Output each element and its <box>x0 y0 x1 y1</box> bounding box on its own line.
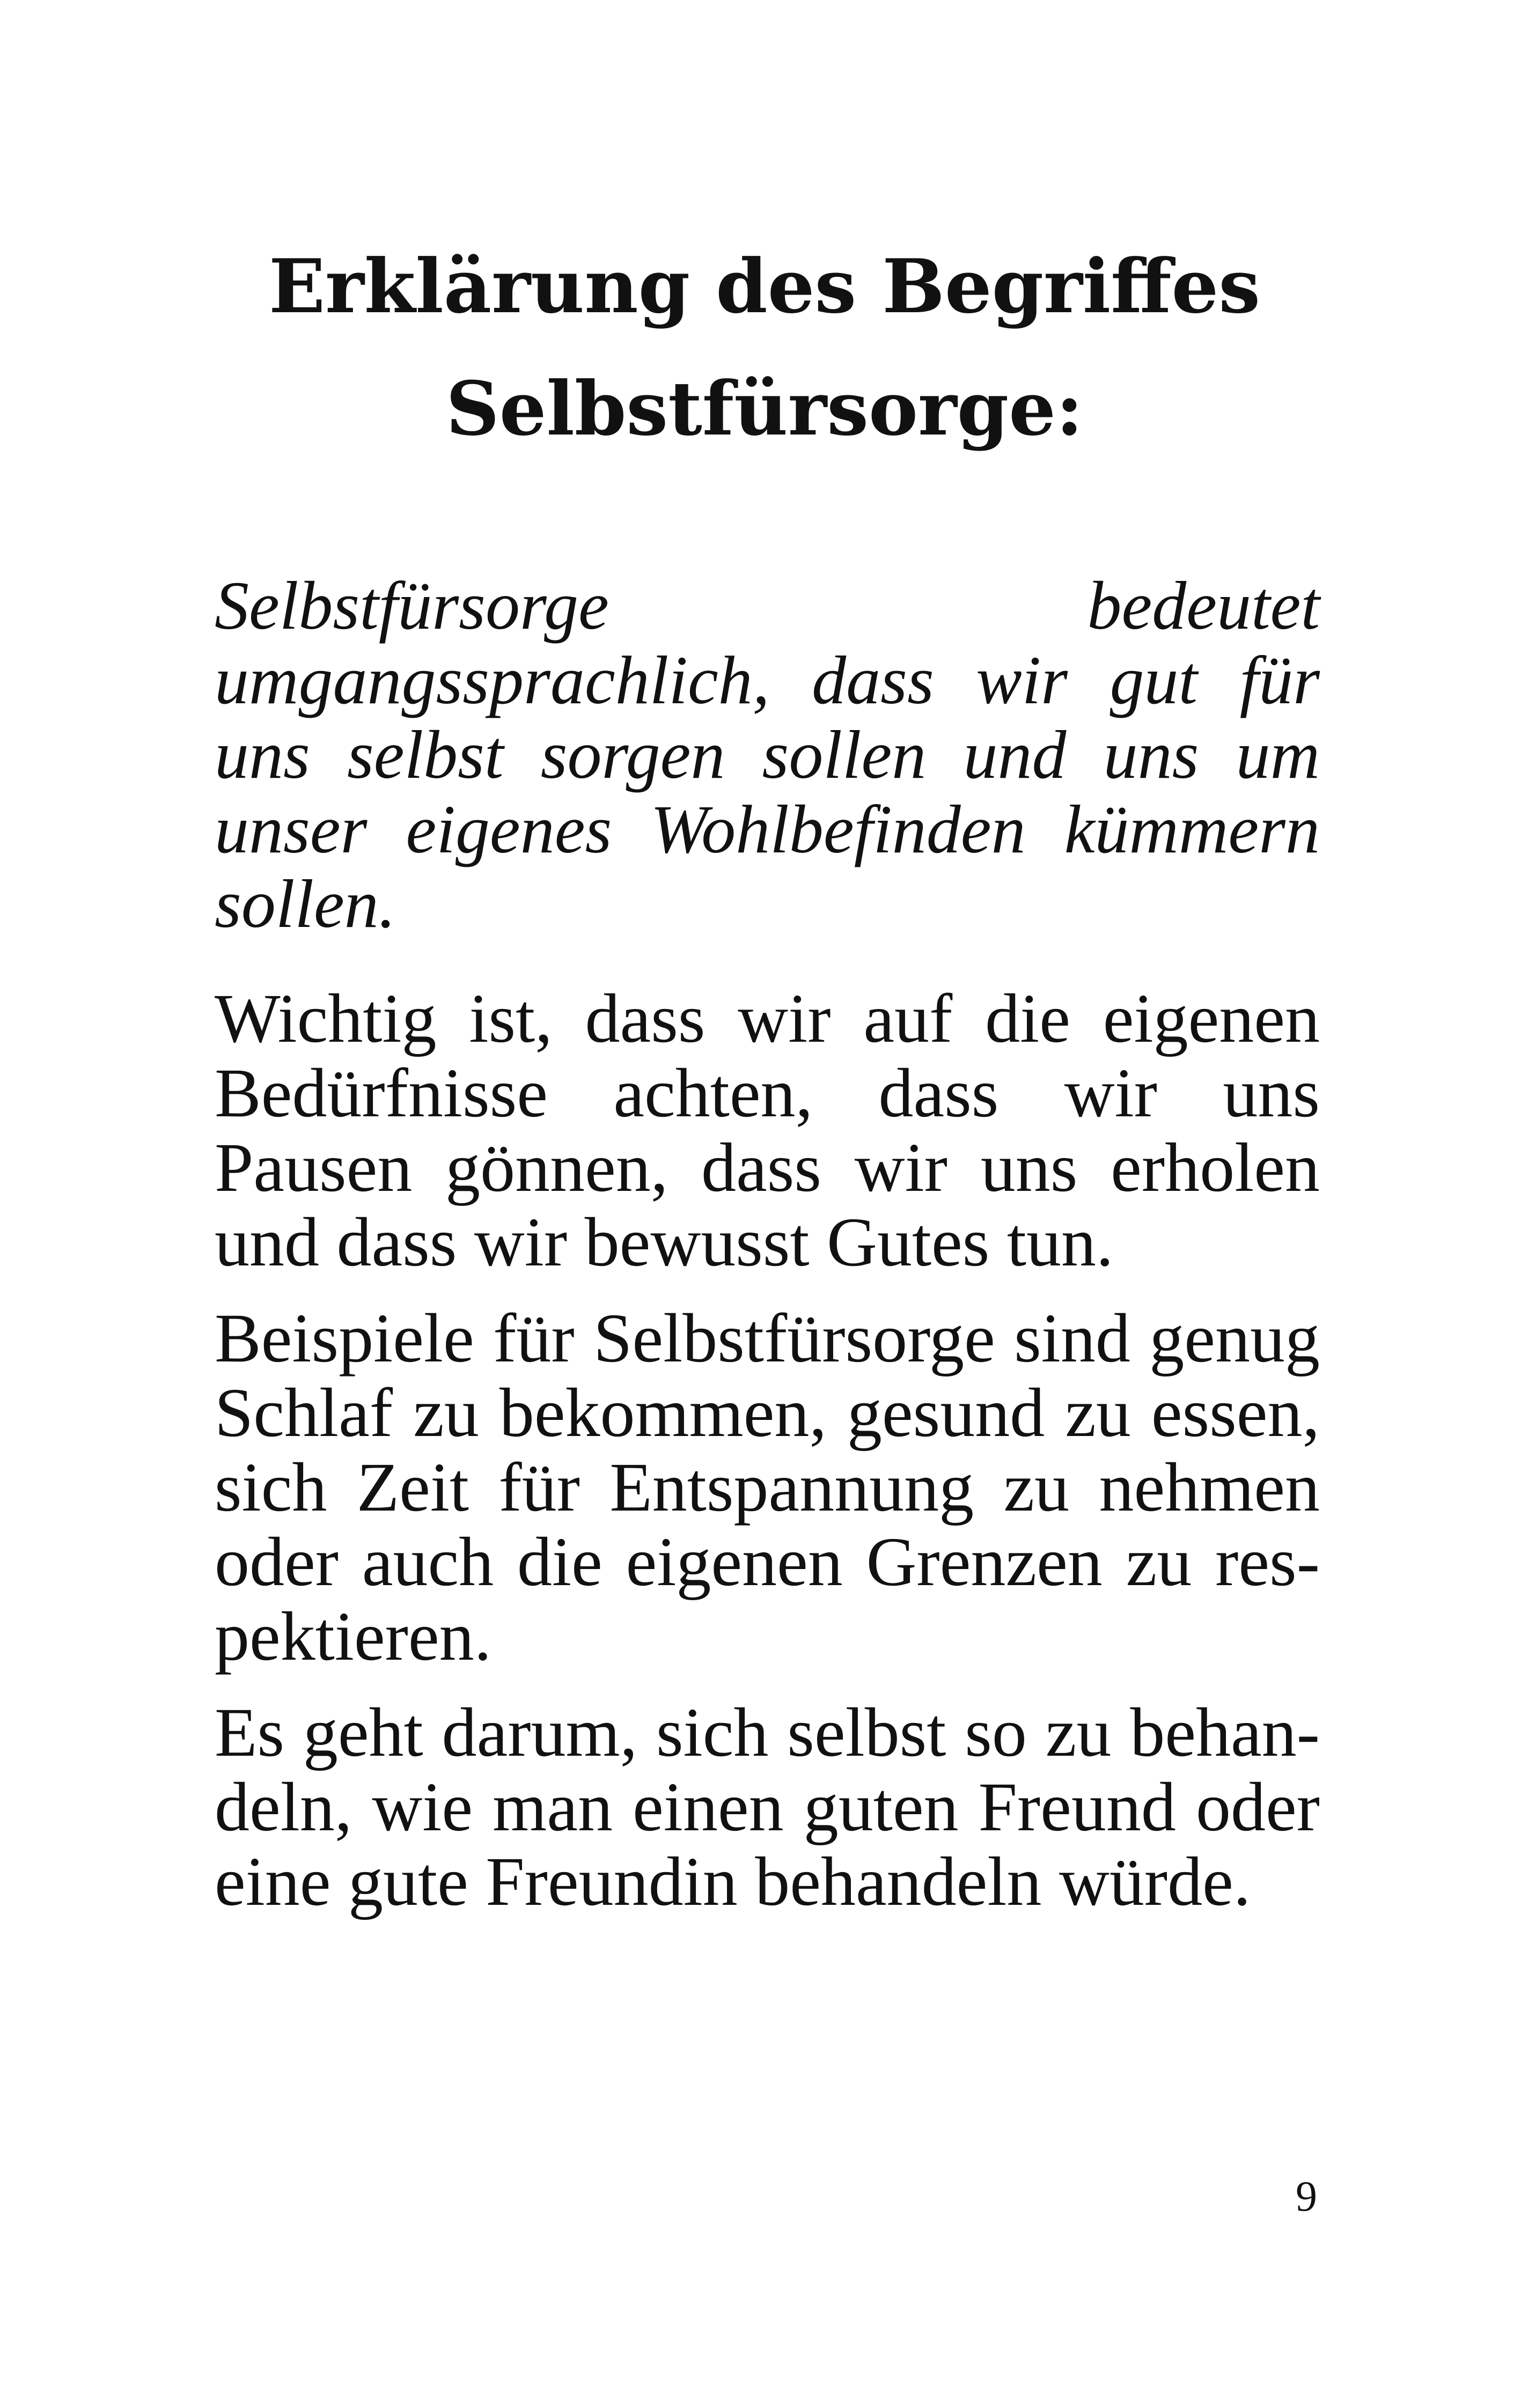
heading-line-1: Erklärung des Begriffes <box>268 242 1261 330</box>
heading-line-2: Selbstfürsorge: <box>446 365 1083 452</box>
definition-block <box>215 569 1320 941</box>
explanation-block <box>215 982 1320 1919</box>
paragraph-treat-yourself: Es geht darum, sich selbst so zu behandeln, wie man einen guten Freund oder eine gute Freundin behandeln würde. <box>215 1694 1320 1920</box>
chapter-heading <box>215 225 1314 470</box>
paragraph-importance: Wichtig ist, dass wir auf die eigenen Bedürfnisse achten, dass wir uns Pausen gönnen, dass wir uns erholen und dass wir bewusst Gutes tun. <box>215 980 1320 1281</box>
definition-paragraph: Selbstfürsorge bedeutet umgangssprachlich, dass wir gut für uns selbst sorgen sollen und uns um unser eigenes Wohlbefinden kümmern sollen. <box>215 568 1320 942</box>
paragraph-examples: Beispiele für Selbstfürsorge sind genug Schlaf zu bekommen, gesund zu essen, sich Zeit für Entspannung zu nehmen oder auch die eigenen Grenzen zu respektieren. <box>215 1300 1320 1675</box>
page-number: 9 <box>1296 2173 1317 2220</box>
